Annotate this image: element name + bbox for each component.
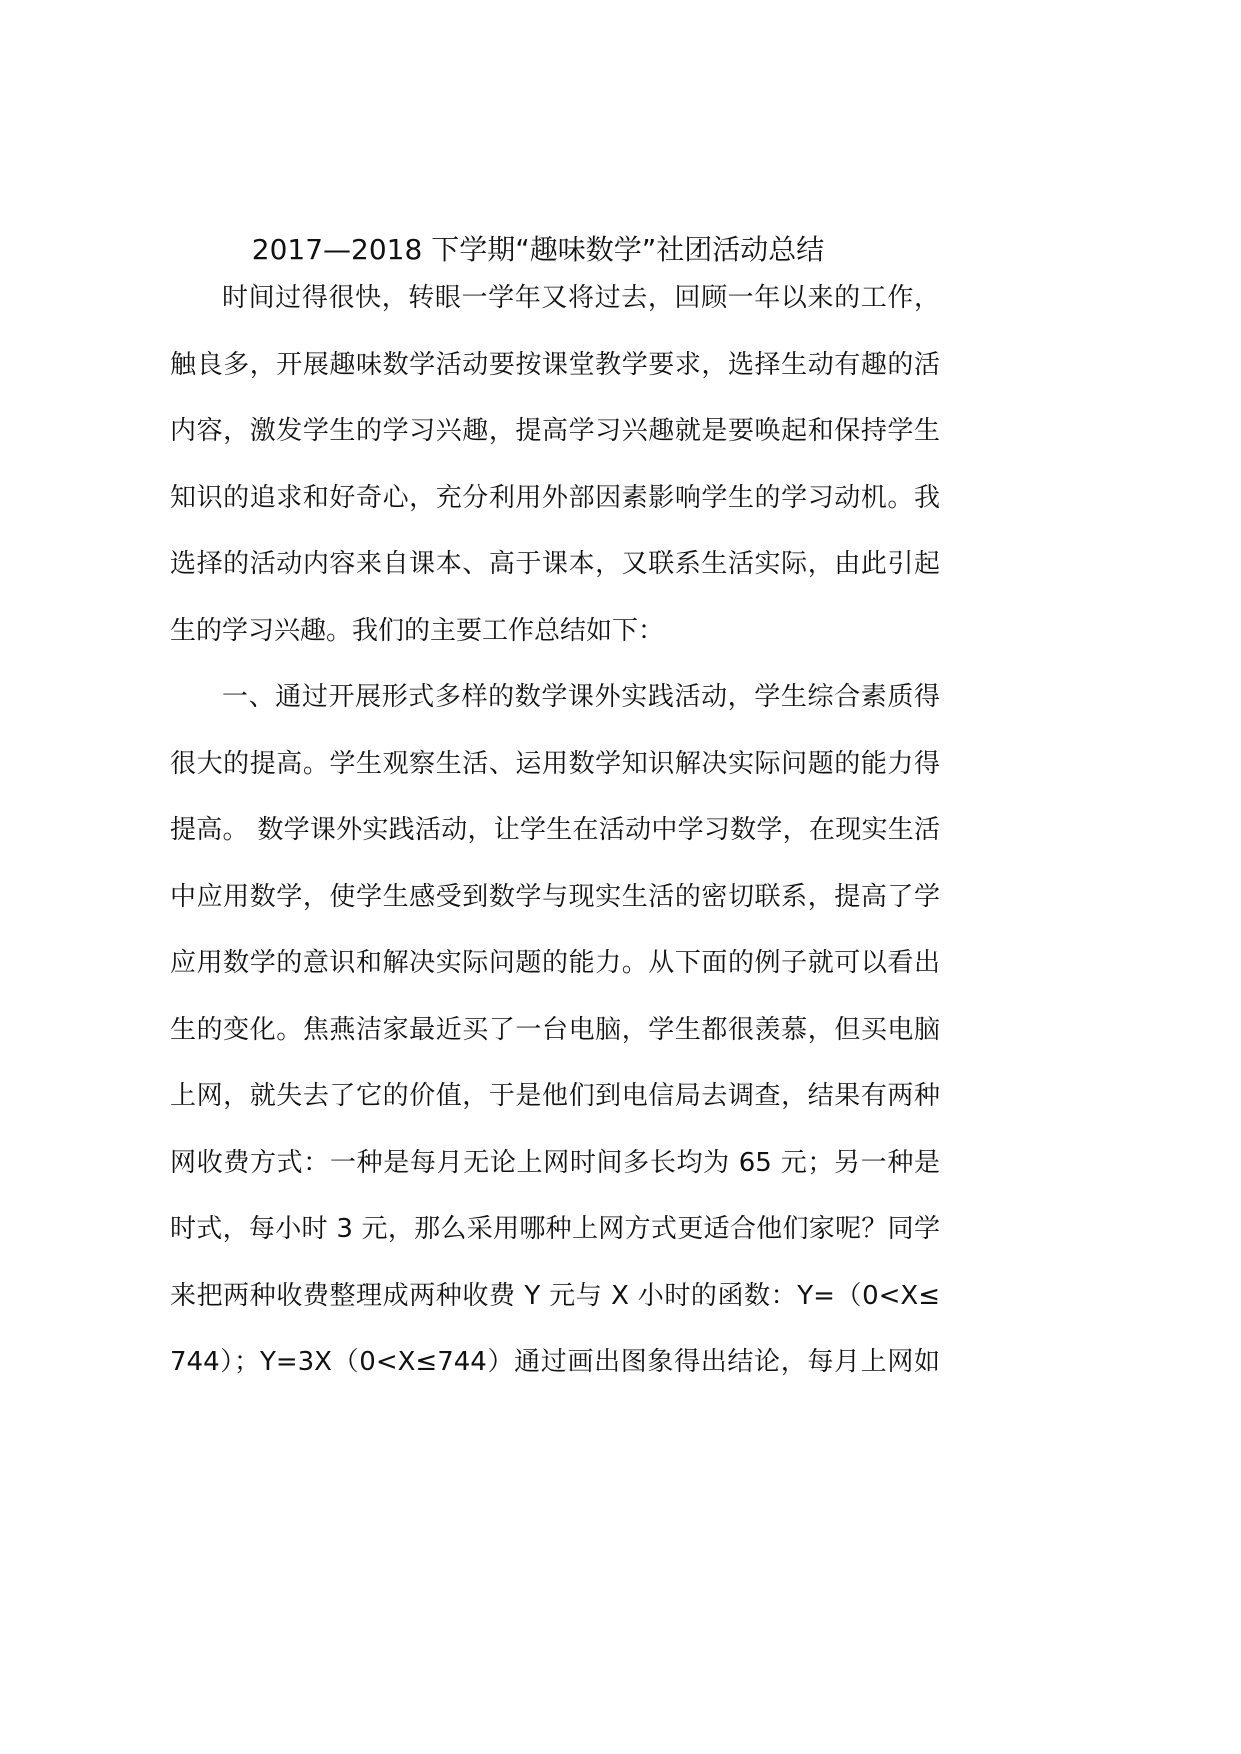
- paragraph-line: 很大的提高。学生观察生活、运用数学知识解决实际问题的能力得: [170, 748, 940, 779]
- paragraph-line: 时式，每小时 3 元，那么采用哪种上网方式更适合他们家呢？同学: [170, 1214, 940, 1244]
- document-title: 2017—2018 下学期“趣味数学”社团活动总结: [251, 233, 825, 266]
- paragraph-line: 网收费方式：一种是每月无论上网时间多长均为 65 元；另一种是: [170, 1147, 940, 1178]
- paragraph-section-one: [170, 664, 940, 1396]
- paragraph-intro: [170, 265, 940, 664]
- paragraph-line: 一、通过开展形式多样的数学课外实践活动，学生综合素质得: [222, 682, 940, 712]
- paragraph-line: 744）；Y=3X（0<X≤744）通过画出图象得出结论，每月上网如: [170, 1347, 940, 1377]
- paragraph-line: 生的变化。焦燕洁家最近买了一台电脑，学生都很羡慕，但买电脑: [170, 1014, 940, 1045]
- document-body: [170, 265, 940, 1396]
- paragraph-line: 中应用数学，使学生感受到数学与现实生活的密切联系，提高了学: [170, 881, 940, 912]
- paragraph-line: 知识的追求和好奇心，充分利用外部因素影响学生的学习动机。我: [170, 482, 940, 513]
- paragraph-line: 选择的活动内容来自课本、高于课本，又联系生活实际，由此引起: [170, 549, 940, 579]
- paragraph-line: 触良多，开展趣味数学活动要按课堂教学要求，选择生动有趣的活: [170, 349, 940, 380]
- paragraph-line: 提高。 数学课外实践活动，让学生在活动中学习数学，在现实生活: [170, 815, 940, 845]
- paragraph-line: 内容，激发学生的学习兴趣，提高学习兴趣就是要唤起和保持学生: [170, 416, 940, 446]
- paragraph-line: 上网，就失去了它的价值，于是他们到电信局去调查，结果有两种: [170, 1081, 940, 1111]
- paragraph-line: 时间过得很快，转眼一学年又将过去，回顾一年以来的工作，: [222, 283, 940, 313]
- paragraph-line: 生的学习兴趣。我们的主要工作总结如下：: [170, 615, 665, 646]
- paragraph-line: 应用数学的意识和解决实际问题的能力。从下面的例子就可以看出: [170, 948, 940, 978]
- paragraph-line: 来把两种收费整理成两种收费 Y 元与 X 小时的函数：Y=（0<X≤: [170, 1280, 940, 1311]
